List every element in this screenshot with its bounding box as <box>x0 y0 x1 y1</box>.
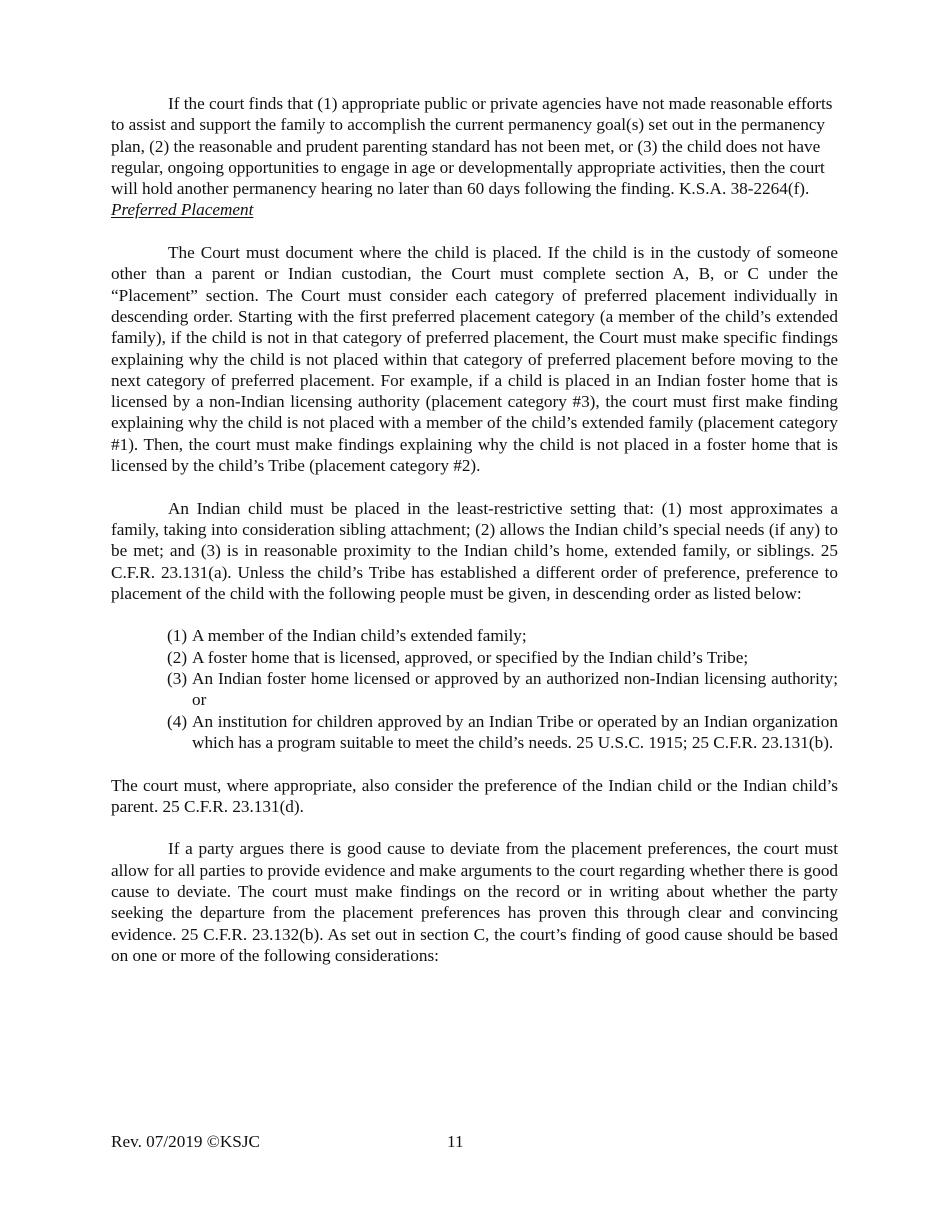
document-body <box>111 93 838 966</box>
footer-revision: Rev. 07/2019 ©KSJC <box>111 1132 260 1151</box>
list-item-text: An Indian foster home licensed or approved by an authorized non-Indian licensing authority; or <box>192 669 838 710</box>
list-item-number: (3) <box>167 669 188 689</box>
list-item-number: (4) <box>167 711 188 731</box>
paragraph-document-placement: The Court must document where the child is placed. If the child is in the custody of someone other than a parent or Indian custodian, the Court must complete section A, B, or C under the “Placement” section. The Court must consider each category of preferred placement individually in descending order. Starting with the first preferred placement category (a member of the child’s extended family), if the child is not in that category of preferred placement, the Court must make specific findings explaining why the child is not placed within that category of preferred placement before moving to the next category of preferred placement. For example, if a child is placed in an Indian foster home that is licensed by a non-Indian licensing authority (placement category #3), the court must first make finding explaining why the child is not placed with a member of the child’s extended family (placement category #1). Then, the court must make findings explaining why the child is not placed in a foster home that is licensed by the child’s Tribe (placement category #2). <box>111 243 838 476</box>
list-item-number: (1) <box>167 626 188 646</box>
list-item-text: An institution for children approved by an Indian Tribe or operated by an Indian organization which has a program suitable to meet the child’s needs. 25 U.S.C. 1915; 25 C.F.R. 23.131(b). <box>192 711 838 752</box>
placement-preference-list <box>111 625 838 753</box>
list-item-number: (2) <box>167 647 188 667</box>
paragraph-child-preference: The court must, where appropriate, also consider the preference of the Indian child or the Indian child’s parent. 25 C.F.R. 23.131(d). <box>111 775 838 816</box>
list-item-text: A foster home that is licensed, approved, or specified by the Indian child’s Tribe; <box>192 647 749 667</box>
paragraph-spacer <box>111 753 838 774</box>
paragraph-good-cause: If a party argues there is good cause to deviate from the placement preferences, the court must allow for all parties to provide evidence and make arguments to the court regarding whether there is good cause to deviate. The court must make findings on the record or in writing about whether the party seeking the departure from the placement preferences has proven this through clear and convincing evidence. 25 C.F.R. 23.132(b). As set out in section C, the court’s finding of good cause should be based on one or more of the following considerations: <box>111 839 838 965</box>
paragraph-spacer <box>111 221 838 242</box>
page-number: 11 <box>447 1132 464 1151</box>
paragraph-permanency-hearing: If the court finds that (1) appropriate public or private agencies have not made reasonable efforts to assist and support the family to accomplish the current permanency goal(s) set out in the permanency plan, (2) the reasonable and prudent parenting standard has not been met, or (3) the child does not have regular, ongoing opportunities to engage in age or developmentally appropriate activities, then the court will hold another permanency hearing no later than 60 days following the finding. K.S.A. 38-2264(f). <box>111 94 833 199</box>
paragraph-least-restrictive-setting: An Indian child must be placed in the least-restrictive setting that: (1) most approximates a family, taking into consideration sibling attachment; (2) allows the Indian child’s special needs (if any) to be met; and (3) is in reasonable proximity to the Indian child’s home, extended family, or siblings. 25 C.F.R. 23.131(a). Unless the child’s Tribe has established a different order of preference, preference to placement of the child with the following people must be given, in descending order as listed below: <box>111 498 838 603</box>
paragraph-spacer <box>111 476 838 497</box>
section-heading-preferred-placement: Preferred Placement <box>111 200 254 220</box>
list-item <box>167 647 838 668</box>
list-item <box>167 711 838 754</box>
list-item-text: A member of the Indian child’s extended family; <box>192 626 527 646</box>
paragraph-spacer <box>111 817 838 838</box>
list-item <box>167 625 838 646</box>
list-item <box>167 668 838 711</box>
paragraph-spacer <box>111 604 838 625</box>
